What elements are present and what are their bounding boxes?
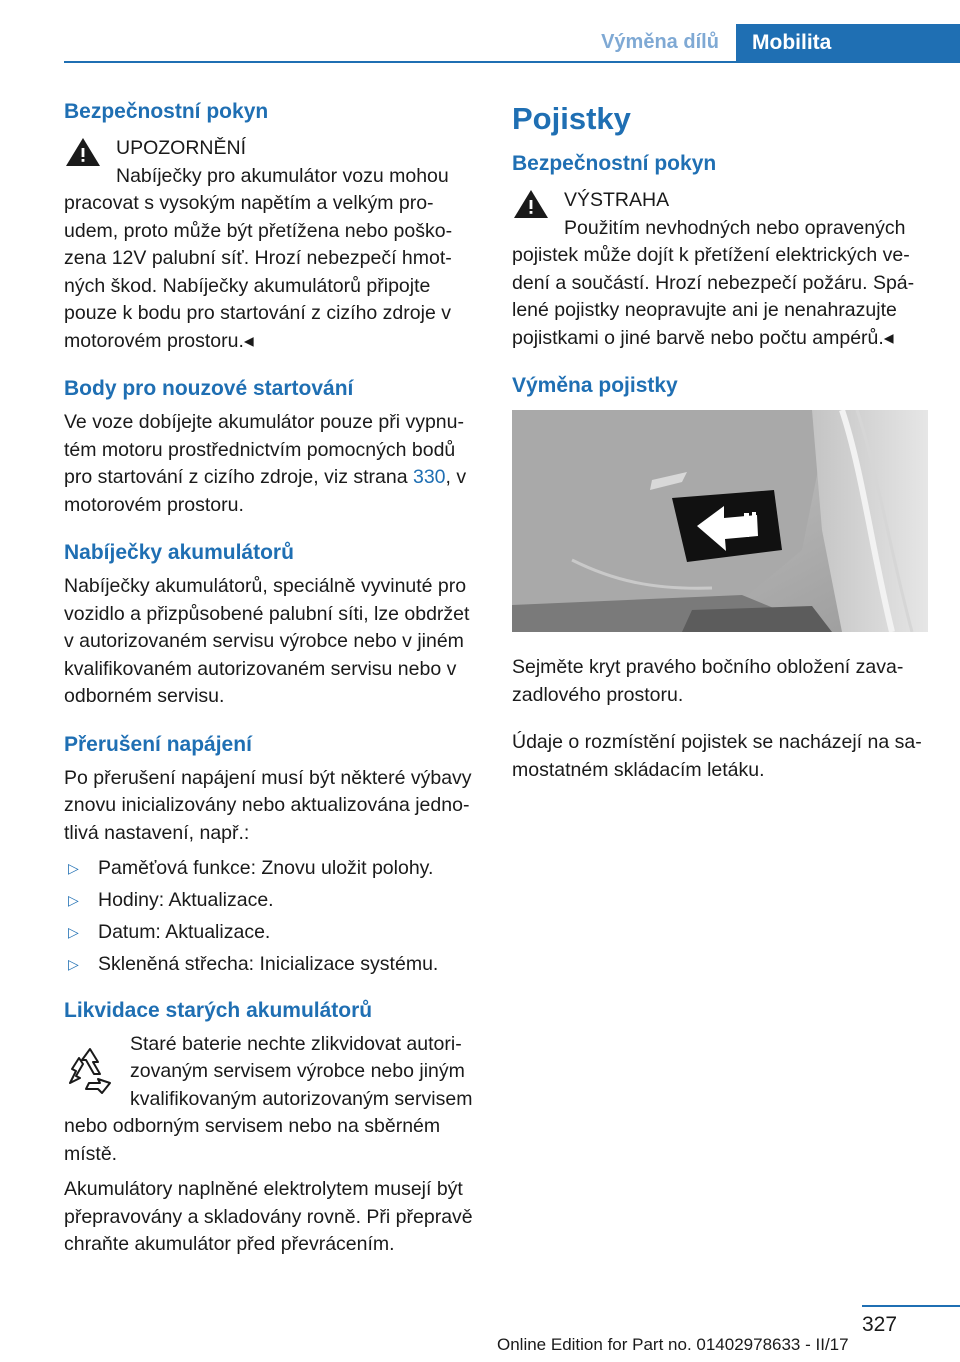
jump-start-heading: Body pro nouzové startování — [64, 377, 354, 400]
safety-heading: Bezpečnostní pokyn — [64, 100, 269, 123]
list-item: ▷ Skleněná střecha: Inicializace systému. — [64, 951, 480, 979]
section-tab: Výměna dílů — [601, 31, 719, 53]
chapter-tab: Mobilita — [736, 24, 960, 61]
disposal-heading: Likvidace starých akumulátorů — [64, 998, 373, 1022]
chargers-text: Nabíječky akumulátorů, speciálně vyvinuté pro vozidlo a přizpůsobené palubní síti, lze obdržet v autorizovaném servisu výrobce nebo v jiném kvalifikovaném autorizovaném servisu nebo v odborném servisu. — [64, 575, 470, 707]
fuses-warning-text: Použitím nevhodných nebo opravených pojistek může dojít k přetížení elektrických vedení a součástí. Hrozí nebezpečí požáru. Spálené pojistky neopravujte ani je nenahrazujte pojistkami o jiné barvě nebo počtu ampérů.◂ — [512, 216, 915, 349]
fuses-safety-heading: Bezpečnostní pokyn — [512, 152, 717, 175]
right-column — [512, 98, 928, 804]
fuses-warning-block — [512, 184, 928, 352]
list-item: ▷ Paměťová funkce: Znovu uložit polohy. — [64, 855, 480, 883]
bullet-triangle-icon: ▷ — [68, 860, 79, 876]
recycle-icon — [64, 1045, 116, 1097]
page-link[interactable]: 330 — [412, 466, 446, 488]
warning-triangle-icon — [64, 135, 102, 169]
disposal-text: Staré baterie nechte zlikvidovat autorizovaným servisem výrobce nebo jiným kvalifikovaným autorizovaným servisem nebo odborným servisem nebo na sběrném místě. — [64, 1032, 473, 1165]
bullet-triangle-icon: ▷ — [68, 892, 79, 908]
power-interruption-text: Po přerušení napájení musí být některé výbavy znovu inicializovány nebo aktualizována jednotlivá nastavení, např.: — [64, 766, 472, 844]
warning-triangle-icon — [512, 187, 550, 221]
header-rule — [64, 61, 960, 63]
left-column — [64, 98, 480, 1279]
footer-rule — [862, 1305, 960, 1307]
reset-list — [64, 855, 480, 979]
disposal-transport-text: Akumulátory naplněné elektrolytem musejí být přepravovány a skladovány rovně. Při přepravě chraňte akumulátor před převrácením. — [64, 1178, 473, 1255]
list-item: ▷ Datum: Aktualizace. — [64, 919, 480, 947]
fuse-layout-text: Údaje o rozmístění pojistek se nacházejí na samostatném skládacím letáku. — [512, 731, 922, 781]
warning-text: Nabíječky pro akumulátor vozu mohou pracovat s vysokým napětím a velkým proudem, proto může být přetížena nebo poškozena 12V palubní síť. Hrozí nebezpečí hmotných škod. Nabíječky akumulátorů připojte pouze k bodu pro startování z cizího zdroje v motorovém prostoru.◂ — [64, 164, 453, 352]
jump-start-text: Ve voze dobíjejte akumulátor pouze při vypnutém motoru prostřednictvím pomocných bodů pro startování z cizího zdroje, viz strana 330, v motorovém prostoru. — [64, 411, 467, 516]
remove-cover-text: Sejměte kryt pravého bočního obložení zavazadlového prostoru. — [512, 656, 904, 706]
page-number: 327 — [862, 1313, 898, 1336]
power-interruption-heading: Přerušení napájení — [64, 732, 252, 756]
chargers-heading: Nabíječky akumulátorů — [64, 541, 294, 564]
warning-block — [64, 132, 480, 355]
edition-text: Online Edition for Part no. 01402978633 - II/17 — [497, 1335, 849, 1354]
replace-fuse-heading: Výměna pojistky — [512, 374, 678, 397]
trunk-side-panel-photo — [512, 410, 928, 632]
warning-label: UPOZORNĚNÍ — [116, 137, 247, 159]
fuses-warning-label: VÝSTRAHA — [564, 189, 670, 211]
bullet-triangle-icon: ▷ — [68, 956, 79, 972]
list-item: ▷ Hodiny: Aktualizace. — [64, 887, 480, 915]
fuses-title: Pojistky — [512, 101, 631, 136]
bullet-triangle-icon: ▷ — [68, 924, 79, 940]
